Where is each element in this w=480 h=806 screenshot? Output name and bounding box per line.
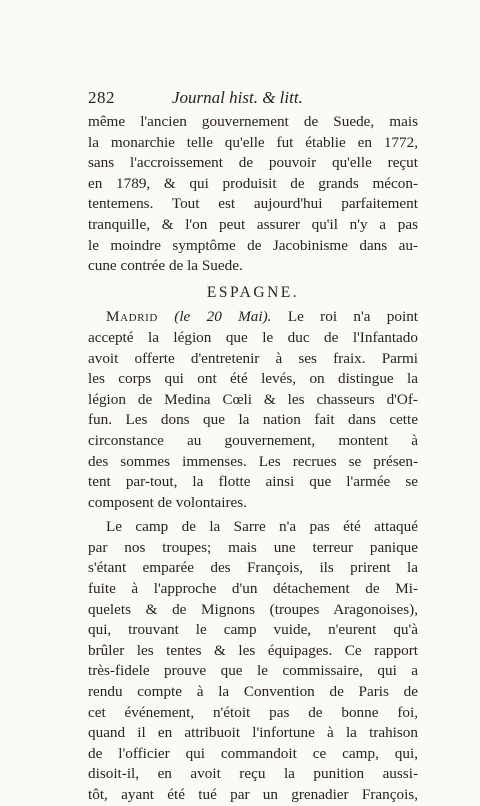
text-line: par nos troupes; mais une terreur panique	[88, 538, 418, 556]
madrid-paragraph	[88, 307, 418, 513]
text-line: Le camp de la Sarre n'a pas été attaqué	[106, 518, 418, 536]
text-line: sans l'accroissement de pouvoir qu'elle reçut	[88, 154, 418, 172]
running-title: Journal hist. & litt.	[172, 88, 303, 107]
sarre-paragraph	[88, 517, 418, 805]
dateline-date: (le 20 Mai).	[174, 308, 272, 326]
body-text	[88, 112, 418, 806]
section-title: ESPAGNE.	[206, 283, 300, 301]
text-line: accepté la légion que le duc de l'Infantado	[88, 328, 418, 346]
page-header	[88, 88, 418, 112]
text-line: même l'ancien gouvernement de Suede, mais	[88, 113, 418, 130]
dateline	[88, 307, 418, 328]
text-line: légion de Medina Cœli & les chasseurs d'Of-	[88, 390, 418, 408]
text-line: la monarchie telle qu'elle fut établie en 1772,	[88, 133, 418, 151]
text-line: quand il en attribuoit l'infortune à la trahison	[88, 724, 418, 742]
text-line: circonstance au gouvernement, montent à	[88, 431, 418, 449]
text-line: très-fidele prouve que le commissaire, qui a	[88, 662, 418, 680]
text-line: le moindre symptôme de Jacobinisme dans au-	[88, 236, 418, 254]
text-line: disoit-il, en avoit reçu la punition aussi-	[88, 765, 418, 783]
continuation-paragraph	[88, 112, 418, 277]
text-line: rendu compte à la Convention de Paris de	[88, 683, 418, 701]
text-line: cune contrée de la Suede.	[88, 257, 243, 275]
text-line: avoit offerte d'entretenir à ses fraix. Parmi	[88, 349, 418, 367]
text-line: fun. Les dons que la nation fait dans cette	[88, 411, 418, 429]
dateline-text: Le roi n'a point	[287, 308, 418, 326]
text-line: fuite à l'approche d'un détachement de Mi-	[88, 580, 418, 598]
page-number: 282	[88, 88, 115, 107]
text-line: s'étant emparée des François, ils prirent la	[88, 559, 418, 577]
text-line: tranquille, & l'on peut assurer qu'il n'y a pas	[88, 215, 418, 233]
text-line: tent par-tout, la flotte ainsi que l'armée se	[88, 473, 418, 491]
text-line: qui, trouvant le camp vuide, n'eurent qu'à	[88, 621, 418, 639]
text-line: tentemens. Tout est aujourd'hui parfaitement	[88, 195, 418, 213]
text-line: en 1789, & qui produisit de grands mécon-	[88, 174, 418, 192]
text-line: des sommes immenses. Les recrues se présen-	[88, 452, 418, 470]
text-line: tôt, ayant été tué par un grenadier François,	[88, 786, 418, 803]
text-line: les corps qui ont été levés, on distingue la	[88, 370, 418, 388]
text-line: de l'officier qui commandoit ce camp, qui,	[88, 744, 418, 762]
dateline-place: Madrid	[106, 308, 158, 326]
text-line: composent de volontaires.	[88, 493, 248, 511]
text-line: quelets & de Mignons (troupes Aragonoises),	[88, 600, 418, 618]
text-line: brûler les tentes & les équipages. Ce rapport	[88, 641, 418, 659]
text-line: cet événement, n'étoit pas de bonne foi,	[88, 703, 418, 721]
